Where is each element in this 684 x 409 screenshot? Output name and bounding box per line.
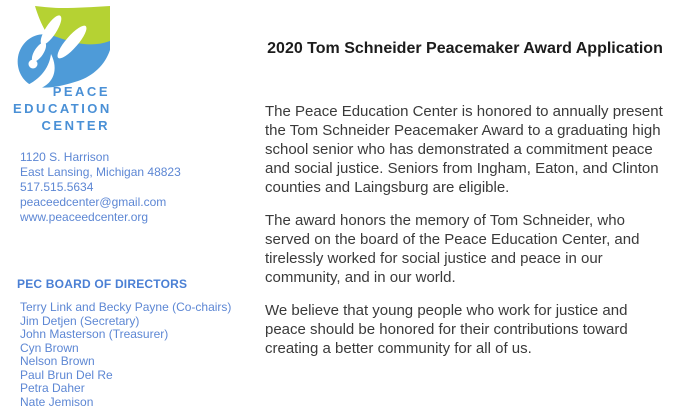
dove-olive-branch-logo-icon	[15, 6, 110, 88]
document-body	[265, 38, 665, 372]
board-of-directors-list	[20, 301, 242, 409]
contact-block	[20, 150, 235, 225]
wordmark-line: PEACE	[13, 83, 110, 100]
wordmark-line: EDUCATION	[13, 100, 110, 117]
award-history-paragraph: The award honors the memory of Tom Schneider, who served on the board of the Peace Education Center, and tirelessly worked for social justice and peace in our community, and in our world.	[265, 211, 665, 287]
document-title: 2020 Tom Schneider Peacemaker Award Application	[265, 38, 665, 60]
logo-wordmark	[13, 83, 110, 134]
board-member: Nelson Brown	[20, 355, 242, 369]
board-of-directors-heading: PEC BOARD OF DIRECTORS	[17, 277, 237, 291]
sidebar	[0, 0, 245, 400]
phone-number: 517.515.5634	[20, 180, 235, 195]
website-url: www.peaceedcenter.org	[20, 210, 235, 225]
board-member: Nate Jemison	[20, 396, 242, 409]
board-member: Cyn Brown	[20, 342, 242, 356]
belief-paragraph: We believe that young people who work for justice and peace should be honored for their contributions toward creating a better community for all of us.	[265, 301, 665, 358]
email-address: peaceedcenter@gmail.com	[20, 195, 235, 210]
wordmark-line: CENTER	[13, 117, 110, 134]
address-line1: 1120 S. Harrison	[20, 150, 235, 165]
intro-paragraph: The Peace Education Center is honored to annually present the Tom Schneider Peacemaker Award to a graduating high school senior who has demonstrated a commitment peace and social justice. Seniors from Ingham, Eaton, and Clinton counties and Laingsburg are eligible.	[265, 102, 665, 197]
address-line2: East Lansing, Michigan 48823	[20, 165, 235, 180]
board-member: John Masterson (Treasurer)	[20, 328, 242, 342]
board-member: Petra Daher	[20, 382, 242, 396]
board-member: Jim Detjen (Secretary)	[20, 315, 242, 329]
board-member: Paul Brun Del Re	[20, 369, 242, 383]
board-member: Terry Link and Becky Payne (Co-chairs)	[20, 301, 242, 315]
